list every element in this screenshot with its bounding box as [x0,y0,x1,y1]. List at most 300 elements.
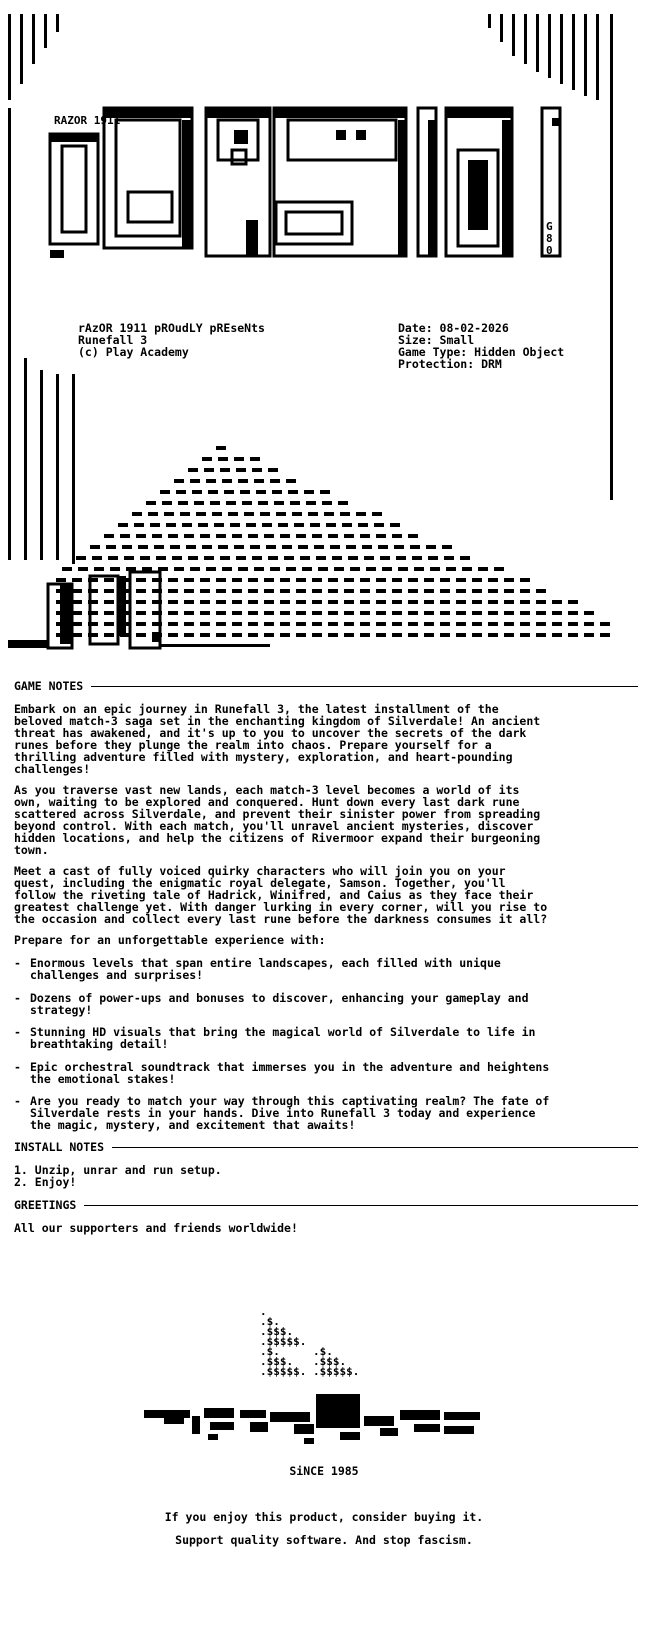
game-notes-paragraph-1: Embark on an epic journey in Runefall 3, the latest installment of the beloved match-3 saga set in the enchanting kingdom of Silverdale! An ancient threat has awakened, and it's up to you to uncover the secrets of the dark runes before they plunge the realm into chaos. Prepare yourself for a thrilling adventure filled with mystery, exploration, and heart-pounding challenges! [14,702,541,776]
wave-dash [332,556,342,560]
wave-dash [296,578,306,582]
wave-dash [200,589,210,593]
wave-dash [424,611,434,615]
wave-dash [472,611,482,615]
wave-dash [392,578,402,582]
wave-dash [270,479,280,483]
wave-dash [136,611,146,615]
wave-dash [472,600,482,604]
wave-dash [264,534,274,538]
wave-dash [210,501,220,505]
wave-dash [236,468,246,472]
wave-dash [276,512,286,516]
wave-dash [184,589,194,593]
wave-dash [440,589,450,593]
wave-dash [274,501,284,505]
wave-dash [206,479,216,483]
wave-dash [266,545,276,549]
wave-dash [376,633,386,637]
wave-dash [408,589,418,593]
wave-dash [216,633,226,637]
wave-dash [228,512,238,516]
wave-dash [446,567,456,571]
wave-dash [366,567,376,571]
wave-dash [182,523,192,527]
wave-dash [300,556,310,560]
wave-dash [238,479,248,483]
logo-side-0: 0 [546,244,553,257]
wave-dash [360,622,370,626]
wave-dash [460,556,470,560]
wave-dash [216,589,226,593]
wave-dash [442,545,452,549]
wave-dash [216,600,226,604]
wave-dash [424,578,434,582]
wave-dash [152,534,162,538]
wave-dash [344,534,354,538]
footer-line-2: Support quality software. And stop fascism. [175,1533,473,1547]
wave-dash [226,501,236,505]
wave-dash [520,611,530,615]
wave-dash [520,622,530,626]
wave-dash [168,589,178,593]
wave-dash [536,600,546,604]
wave-dash [136,534,146,538]
wave-dash [392,633,402,637]
wave-dash [600,633,610,637]
wave-dash [426,545,436,549]
wave-dash [306,501,316,505]
wave-dash [376,600,386,604]
wave-dash [216,578,226,582]
wave-dash [392,534,402,538]
install-step: 1. Unzip, unrar and run setup. [14,1163,222,1177]
wave-dash [568,622,578,626]
wave-dash [456,589,466,593]
wave-dash [184,534,194,538]
wave-dash [408,622,418,626]
wave-dash [248,611,258,615]
wave-dash [398,567,408,571]
wave-dash [456,611,466,615]
wave-dash [174,567,184,571]
feature-bullet: - Stunning HD visuals that bring the magical world of Silverdale to life in breathtaking detail! [14,1025,536,1051]
wave-dash [584,633,594,637]
wave-dash [568,611,578,615]
wave-dash [272,490,282,494]
wave-dash [194,501,204,505]
wave-dash [344,589,354,593]
wave-dash [520,589,530,593]
wave-dash [280,611,290,615]
presents-line: rAzOR 1911 pROudLY pREseNts [78,321,265,335]
game-notes-heading [14,679,638,693]
wave-dash [440,578,450,582]
wave-dash [200,534,210,538]
wave-dash [168,622,178,626]
wave-dash [168,534,178,538]
wave-dash [138,545,148,549]
wave-dash [170,545,180,549]
wave-dash [232,633,242,637]
wave-dash [188,468,198,472]
wave-dash [264,578,274,582]
wave-dash [326,523,336,527]
wave-dash [248,589,258,593]
wave-dash [552,633,562,637]
wave-dash [136,578,146,582]
wave-dash [536,611,546,615]
wave-dash [196,512,206,516]
logo-side-g: G [546,220,553,233]
wave-dash [552,611,562,615]
wave-dash [472,622,482,626]
wave-dash [536,633,546,637]
release-size: Size: Small [398,333,475,347]
wave-dash [286,479,296,483]
wave-dash [408,611,418,615]
wave-dash [472,578,482,582]
wave-dash [504,622,514,626]
wave-dash [162,501,172,505]
wave-dash [552,600,562,604]
wave-dash [280,534,290,538]
wave-dash [232,589,242,593]
wave-dash [302,567,312,571]
wave-dash [268,468,278,472]
wave-dash [504,589,514,593]
wave-dash [318,567,328,571]
wave-dash [536,622,546,626]
wave-dash [252,468,262,472]
wave-dash [294,523,304,527]
wave-dash [234,545,244,549]
wave-dash [304,490,314,494]
wave-dash [408,578,418,582]
wave-dash [334,567,344,571]
razor-bottom-logo [144,1392,480,1448]
wave-dash [158,567,168,571]
publisher: (c) Play Academy [78,345,189,359]
wave-dash [338,501,348,505]
wave-dash [250,457,260,461]
wave-dash [328,633,338,637]
wave-dash [264,633,274,637]
wave-dash [316,556,326,560]
wave-dash [440,633,450,637]
wave-dash [178,501,188,505]
wave-dash [184,633,194,637]
wave-dash [92,556,102,560]
wave-dash [376,622,386,626]
greetings-title: GREETINGS [14,1198,77,1212]
wave-dash [212,512,222,516]
wave-dash [520,633,530,637]
wave-dash [328,622,338,626]
wave-dash [440,600,450,604]
wave-dash [208,490,218,494]
wave-dash [504,611,514,615]
wave-dash [136,633,146,637]
wave-dash [392,611,402,615]
wave-dash [430,567,440,571]
wave-dash [204,468,214,472]
wave-dash [288,490,298,494]
wave-dash [456,622,466,626]
wave-dash [312,600,322,604]
wave-dash [362,545,372,549]
wave-dash [232,534,242,538]
wave-dash [328,578,338,582]
wave-dash [232,611,242,615]
wave-dash [414,567,424,571]
wave-dash [104,622,114,626]
wave-dash [200,622,210,626]
wave-dash [72,578,82,582]
feature-bullet: - Epic orchestral soundtrack that immerses you in the adventure and heightens the emotional stakes! [14,1060,550,1086]
wave-dash [360,633,370,637]
wave-dash [330,545,340,549]
wave-dash [358,523,368,527]
wave-dash [320,490,330,494]
wave-dash [488,600,498,604]
wave-dash [248,622,258,626]
wave-dash [222,479,232,483]
wave-dash [356,512,366,516]
wave-dash [410,545,420,549]
wave-dash [520,600,530,604]
wave-dash [104,633,114,637]
wave-dash [188,556,198,560]
wave-dash [504,578,514,582]
install-notes-heading [14,1140,638,1154]
wave-dash [146,501,156,505]
wave-dash [244,512,254,516]
wave-dash [270,567,280,571]
wave-dash [242,501,252,505]
wave-dash [584,611,594,615]
wave-dash [184,611,194,615]
game-notes-title: GAME NOTES [14,679,84,693]
wave-dash [248,633,258,637]
wave-dash [494,567,504,571]
wave-dash [440,611,450,615]
wave-dash [376,589,386,593]
wave-dash [184,600,194,604]
wave-dash [200,633,210,637]
wave-dash [250,545,260,549]
wave-dash [322,501,332,505]
wave-dash [280,622,290,626]
wave-dash [190,479,200,483]
logo-small-text: RAZOR 1911 [54,114,121,127]
wave-dash [296,534,306,538]
wave-dash [124,556,134,560]
wave-dash [424,600,434,604]
wave-dash [180,512,190,516]
wave-dash [360,578,370,582]
wave-dash [230,523,240,527]
wave-dash [488,622,498,626]
wave-dash [216,534,226,538]
wave-dash [290,501,300,505]
wave-dash [360,600,370,604]
wave-dash [156,556,166,560]
since-text: SiNCE 1985 [289,1464,359,1478]
wave-dash [150,523,160,527]
wave-dash [132,512,142,516]
wave-dash [176,490,186,494]
game-notes-paragraph-4: Prepare for an unforgettable experience with: [14,933,326,947]
wave-dash [568,633,578,637]
wave-dash [218,457,228,461]
wave-dash [254,479,264,483]
wave-dash [312,578,322,582]
wave-dash [376,578,386,582]
wave-dash [122,545,132,549]
wave-dash [136,600,146,604]
wave-dash [248,578,258,582]
wave-dash [118,523,128,527]
wave-dash [174,479,184,483]
wave-dash [104,589,114,593]
footer-line-1: If you enjoy this product, consider buying it. [164,1510,484,1524]
protection: Protection: DRM [398,357,502,371]
wave-dash [258,501,268,505]
wave-dash [478,567,488,571]
wave-dash [246,523,256,527]
wave-dash [90,545,100,549]
wave-dash [296,611,306,615]
wave-dash [428,556,438,560]
greetings-heading [14,1198,638,1212]
wave-dash [376,611,386,615]
wave-dash [264,600,274,604]
wave-dash [264,589,274,593]
wave-dash [192,490,202,494]
wave-dash [310,523,320,527]
greetings-text: All our supporters and friends worldwide! [14,1221,298,1235]
wave-dash [262,523,272,527]
wave-dash [280,633,290,637]
wave-dash [260,512,270,516]
wave-dash [584,622,594,626]
wave-dash [254,567,264,571]
wave-dash [488,633,498,637]
wave-dash [364,556,374,560]
wave-dash [408,600,418,604]
wave-dash [344,578,354,582]
wave-dash [376,534,386,538]
wave-dash [200,611,210,615]
wave-dash [184,622,194,626]
wave-dash [206,567,216,571]
wave-dash [220,468,230,472]
wave-dash [104,600,114,604]
wave-dash [344,622,354,626]
wave-dash [216,446,226,450]
wave-dash [342,523,352,527]
wave-dash [204,556,214,560]
wave-dash [568,600,578,604]
wave-dash [456,633,466,637]
wave-dash [312,633,322,637]
wave-dash [164,512,174,516]
wave-dash [412,556,422,560]
wave-dash [110,567,120,571]
wave-dash [148,512,158,516]
wave-dash [282,545,292,549]
wave-dash [392,589,402,593]
wave-dash [378,545,388,549]
wave-dash [224,490,234,494]
game-notes-paragraph-2: As you traverse vast new lands, each match-3 level becomes a world of its own, waiting to be explored and conquered. Hunt down every last dark rune scattered across Silverdale, and prevent their sinister power from spreading beyond control. With each match, you'll unravel ancient mysteries, discover hidden locations, and help the citizens of Rivermoor expand their burgeoning town. [14,783,541,857]
wave-dash [202,545,212,549]
wave-dash [108,556,118,560]
wave-dash [296,600,306,604]
wave-dash [456,600,466,604]
feature-bullet: - Enormous levels that span entire landscapes, each filled with unique challenges and surprises! [14,956,501,982]
wave-dash [268,556,278,560]
divider [91,686,638,687]
wave-dash [348,556,358,560]
wave-dash [344,633,354,637]
wave-dash [218,545,228,549]
wave-dash [346,545,356,549]
wave-dash [104,611,114,615]
wave-dash [136,622,146,626]
wave-dash [350,567,360,571]
release-header-right [398,322,564,370]
wave-dash [140,556,150,560]
wave-dash [286,567,296,571]
wave-dash [172,556,182,560]
wave-dash [292,512,302,516]
wave-dash [312,534,322,538]
wave-dash [360,589,370,593]
wave-dash [392,600,402,604]
wave-dash [168,578,178,582]
wave-dash [168,633,178,637]
wave-dash [184,578,194,582]
game-type: Game Type: Hidden Object [398,345,565,359]
wave-dash [444,556,454,560]
wave-dash [504,600,514,604]
wave-dash [520,578,530,582]
wave-dash [488,589,498,593]
wave-dash [168,600,178,604]
game-notes-paragraph-3: Meet a cast of fully voiced quirky characters who will join you on your quest, including the enigmatic royal delegate, Samson. Together, you'll follow the riveting tale of Hadrick, Winifred, and Caius as they face their greatest challenge yet. With danger lurking in every corner, will you rise to the occasion and collect every last rune before the darkness consumes it all? [14,864,548,926]
dollar-triangle-art: . .$. .$$$. .$$$$$. .$. .$. .$$$. .$$$. .$$$$$. .$$$$$. [260,1305,360,1378]
wave-dash [462,567,472,571]
wave-dash [106,545,116,549]
wave-dash [312,611,322,615]
wave-dash [234,457,244,461]
wave-dash [312,622,322,626]
wave-dash [382,567,392,571]
wave-dash [238,567,248,571]
wave-dash [394,545,404,549]
wave-dash [488,611,498,615]
game-title: Runefall 3 [78,333,148,347]
wave-dash [360,534,370,538]
wave-dash [408,633,418,637]
wave-dash [220,556,230,560]
wave-dash [472,589,482,593]
wave-dash [216,622,226,626]
wave-dash [340,512,350,516]
wave-dash [328,600,338,604]
